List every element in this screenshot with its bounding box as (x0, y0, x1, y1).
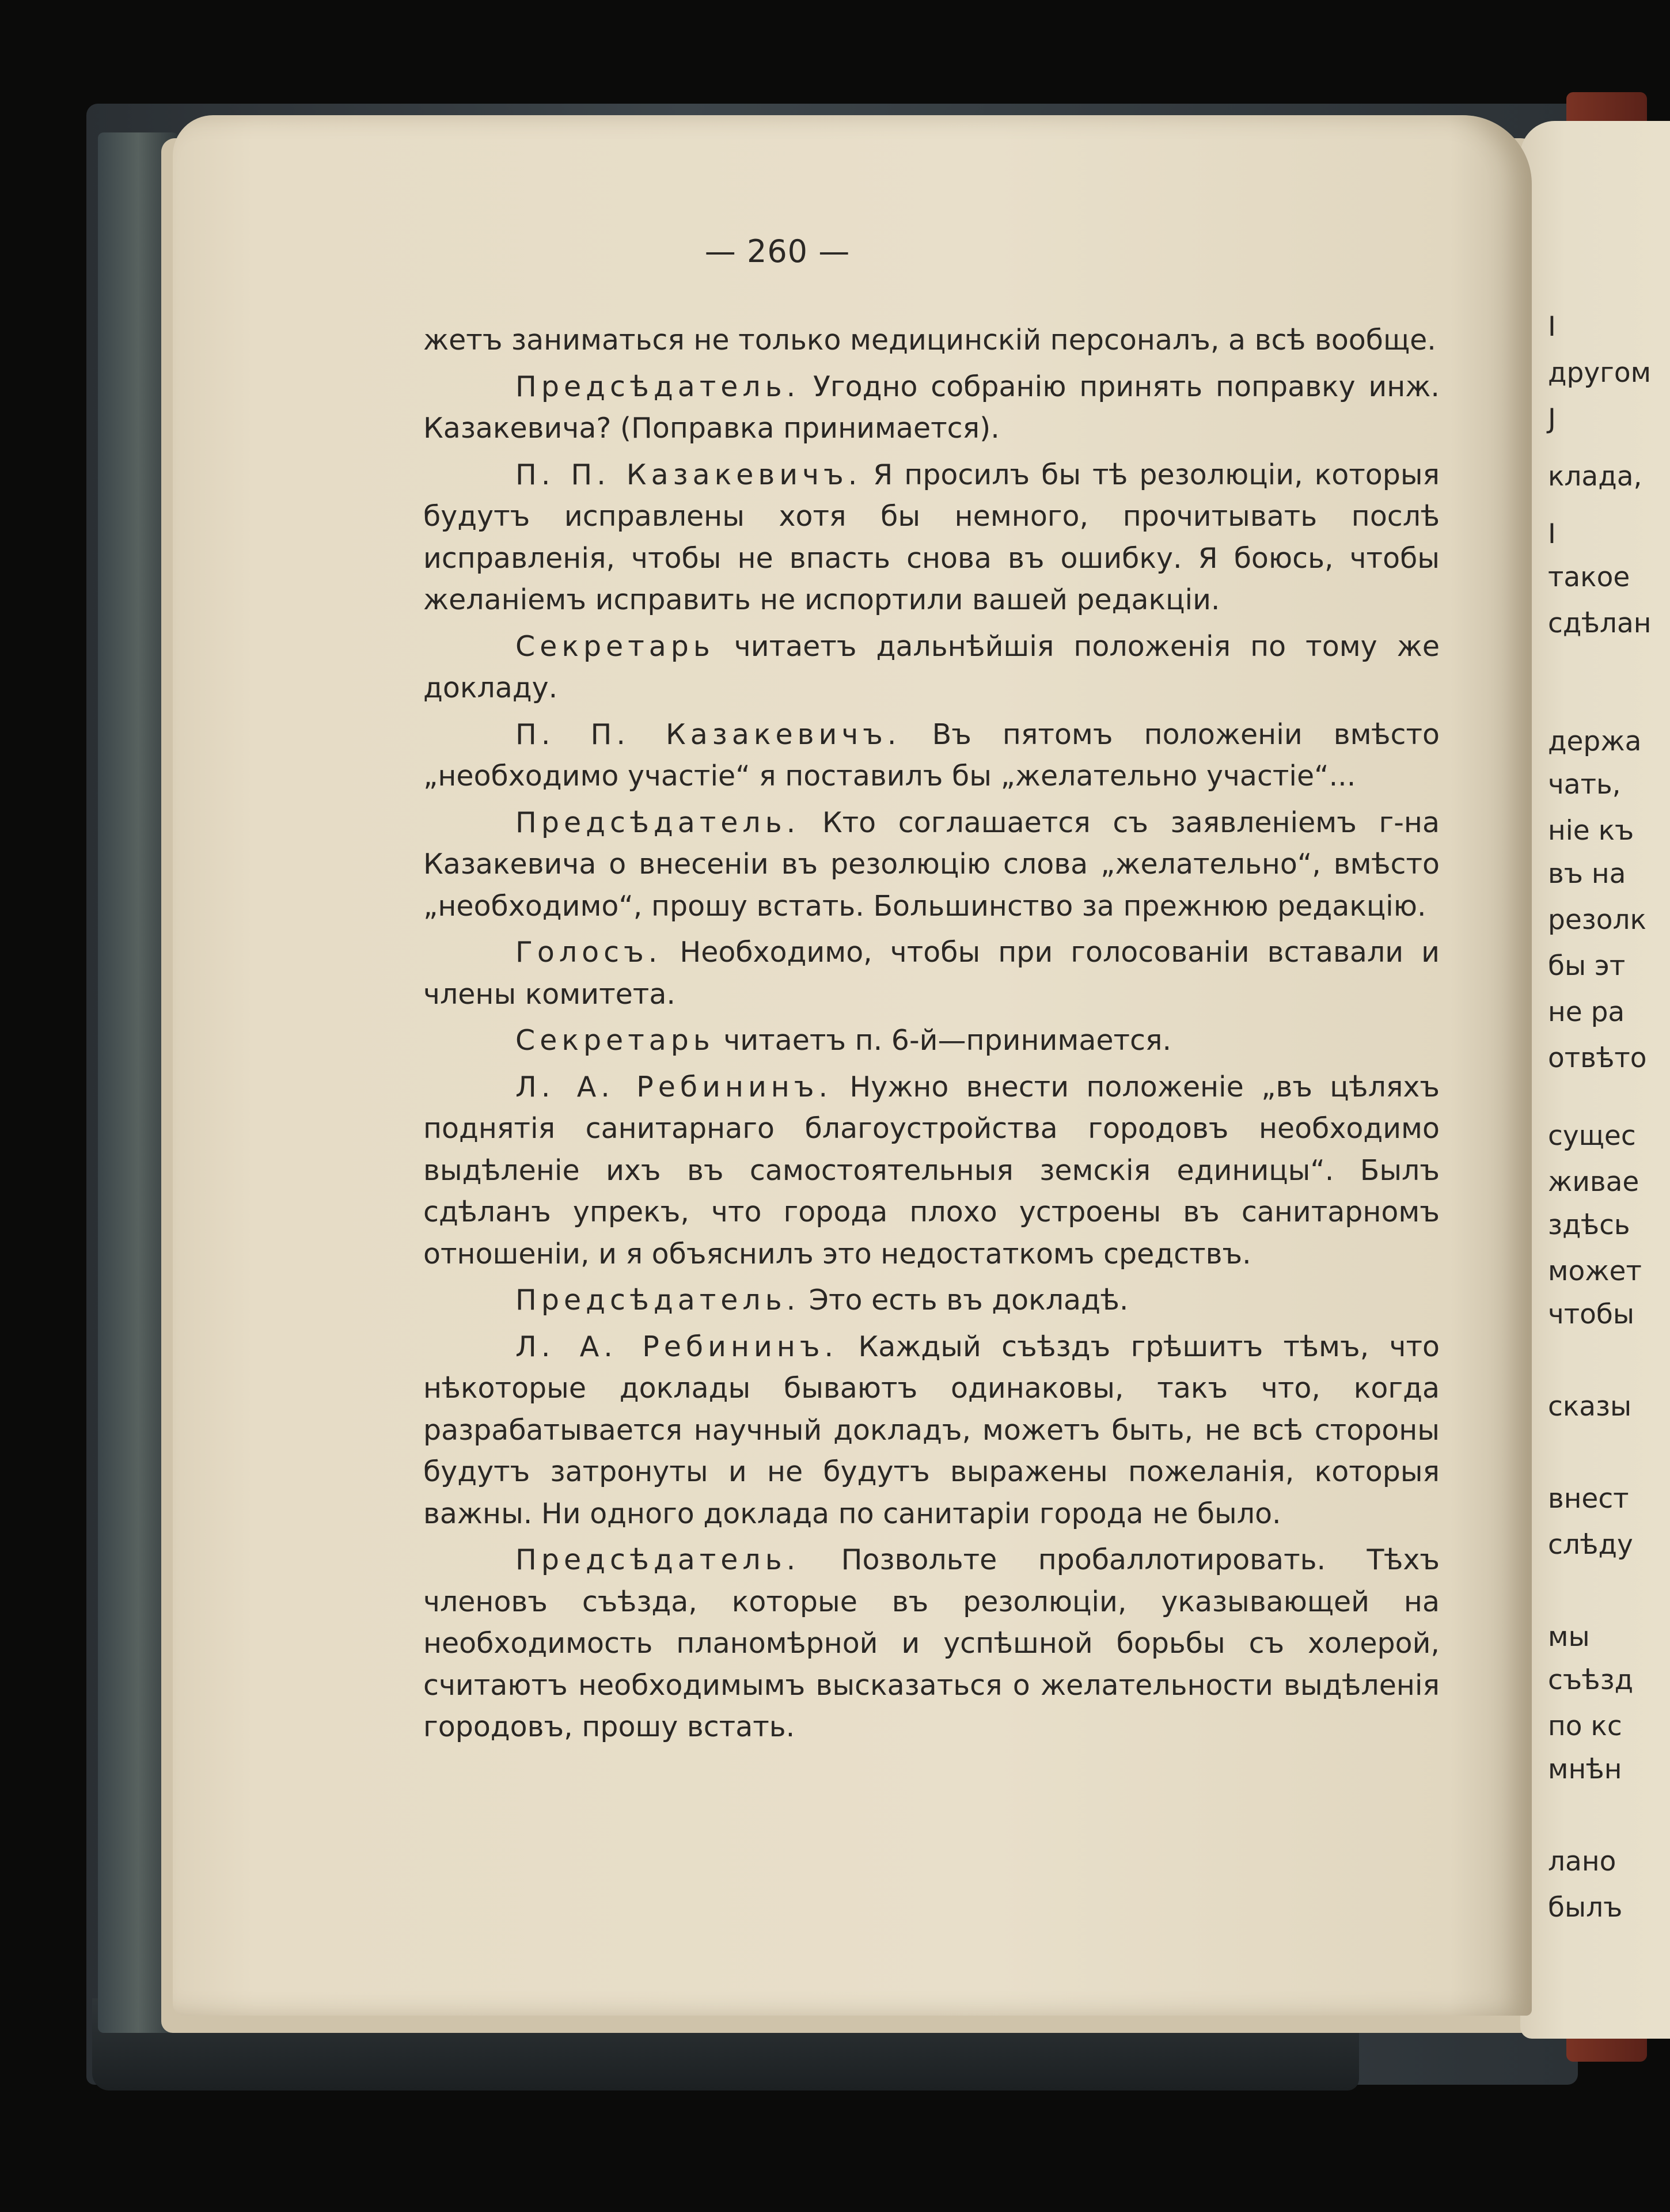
speaker-name: Л. А. Ребининъ. (515, 1070, 833, 1103)
right-page-fragment: может (1548, 1255, 1642, 1287)
speaker-name: Секретарь (515, 1024, 715, 1057)
right-page-fragment: мы (1548, 1621, 1590, 1653)
page-text (423, 320, 1440, 1753)
right-page-fragment: чать, (1548, 769, 1621, 800)
paragraph-text: Необходимо, чтобы при голосованіи вставали и члены комитета. (423, 936, 1440, 1011)
right-page-fragment: I (1548, 518, 1556, 550)
right-page-fragment: съѣзд (1548, 1664, 1634, 1696)
paragraph (423, 366, 1440, 450)
paragraph-text: Это есть въ докладѣ. (800, 1284, 1129, 1316)
right-page-fragment: сдѣлан (1548, 608, 1652, 639)
paragraph-text: Въ пятомъ положеніи вмѣсто „необходимо участіе“ я поставилъ бы „желательно участіе“... (423, 718, 1440, 792)
right-page-fragment: I (1548, 311, 1556, 343)
speaker-name: Секретарь (515, 629, 715, 663)
page-number: — 260 — (704, 233, 851, 270)
paragraph (423, 454, 1440, 621)
right-page-fragment: здѣсь (1548, 1209, 1630, 1241)
speaker-name: П. П. Казакевичъ. (515, 458, 862, 491)
paragraph (423, 320, 1440, 362)
paragraph (423, 1067, 1440, 1276)
right-page-fragment: лано (1548, 1846, 1616, 1877)
speaker-name: Предсѣдатель. (515, 1284, 800, 1316)
right-page-fragment: по кс (1548, 1710, 1622, 1742)
paragraph (423, 1020, 1440, 1062)
right-page-fragment: слѣду (1548, 1529, 1633, 1561)
speaker-name: Л. А. Ребининъ. (515, 1330, 838, 1363)
right-page-fragment: ніе къ (1548, 815, 1634, 847)
right-page-fragment: чтобы (1548, 1299, 1634, 1330)
speaker-name: Голосъ. (515, 936, 662, 969)
right-page-fragment: былъ (1548, 1892, 1623, 1923)
paragraph (423, 802, 1440, 928)
right-page-fragment: сказы (1548, 1391, 1632, 1422)
paragraph-text: Угодно собранію принять поправку инж. Казакевича? (Поправка принимается). (423, 370, 1440, 445)
paragraph (423, 1539, 1440, 1748)
right-page-fragment: резолк (1548, 904, 1646, 936)
right-page-fragment: такое (1548, 561, 1630, 593)
paragraph-text: Кто соглашается съ заявленіемъ г-на Казакевича о внесеніи въ резолюцію слова „желательно“, вмѣсто „необходимо“, прошу встать. Большинство за прежнюю редакцію. (423, 806, 1440, 923)
right-page-fragment: не ра (1548, 996, 1625, 1028)
right-page-fragment: J (1548, 403, 1556, 435)
right-page-fragment: отвѣто (1548, 1042, 1647, 1074)
paragraph-text: читаетъ п. 6-й—принимается. (714, 1024, 1172, 1057)
speaker-name: Предсѣдатель. (515, 1543, 800, 1576)
right-page-fragment: держа (1548, 726, 1642, 757)
right-page-fragment: клада, (1548, 461, 1642, 492)
right-page-fragment: другом (1548, 357, 1652, 389)
paragraph-text: Каждый съѣздъ грѣшитъ тѣмъ, что нѣкоторые доклады бываютъ одинаковы, такъ что, когда разрабатывается научный докладъ, можетъ быть, не всѣ стороны будутъ затронуты и не будутъ выражены пожеланія, которыя важны. Ни одного доклада по санитаріи города не было. (423, 1330, 1440, 1530)
paragraph (423, 714, 1440, 798)
paragraph (423, 932, 1440, 1015)
paragraph-text: Позвольте пробаллотировать. Тѣхъ членовъ съѣзда, которые въ резолюціи, указывающей на необходимость планомѣрной и успѣшной борьбы съ холерой, считаютъ необходимымъ высказаться о желательности выдѣленія городовъ, прошу встать. (423, 1543, 1440, 1743)
right-page-fragment: бы эт (1548, 950, 1626, 982)
right-page-fragment: мнѣн (1548, 1754, 1622, 1785)
right-page (1520, 121, 1670, 2039)
right-page-fragment: въ на (1548, 858, 1626, 890)
paragraph (423, 1280, 1440, 1322)
right-page-fragment: сущес (1548, 1120, 1636, 1152)
right-page-fragment: внест (1548, 1483, 1629, 1515)
paragraph-text: Нужно внести положеніе „въ цѣляхъ поднятія санитарнаго благоустройства городовъ необходимо выдѣленіе ихъ въ самостоятельныя земскія единицы“. Былъ сдѣланъ упрекъ, что города плохо устроены въ санитарномъ отношеніи, и я объяснилъ это недостаткомъ средствъ. (423, 1070, 1440, 1270)
speaker-name: Предсѣдатель. (515, 806, 800, 839)
paragraph (423, 1326, 1440, 1535)
paragraph-text: Я просилъ бы тѣ резолюціи, которыя будутъ исправлены хотя бы немного, прочитывать послѣ исправленія, чтобы не впасть снова въ ошибку. Я боюсь, чтобы желаніемъ исправить не испортили вашей редакціи. (423, 458, 1440, 616)
paragraph-text: читаетъ дальнѣйшія положенія по тому же докладу. (423, 629, 1440, 704)
speaker-name: Предсѣдатель. (515, 370, 800, 403)
paragraph-text: жетъ заниматься не только медицинскій персоналъ, а всѣ вообще. (423, 324, 1436, 356)
speaker-name: П. П. Казакевичъ. (515, 718, 901, 751)
right-page-fragment: живае (1548, 1166, 1639, 1198)
paragraph (423, 626, 1440, 709)
